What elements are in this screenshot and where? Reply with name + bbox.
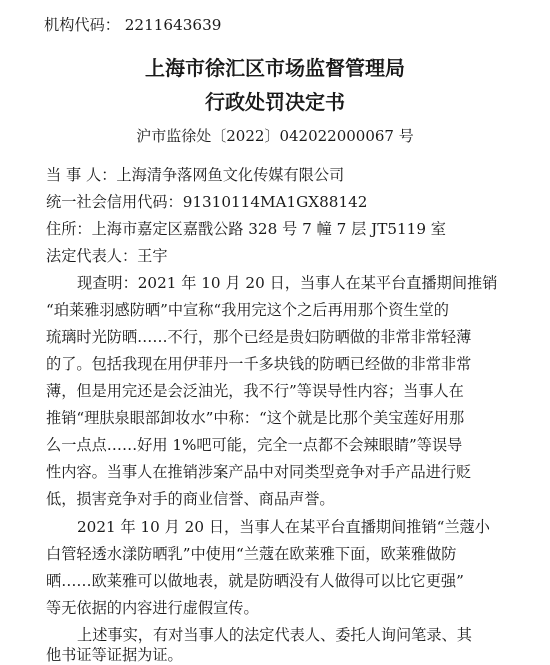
body-line: 性内容。当事人在推销涉案产品中对同类型竞争对手产品进行贬: [46, 463, 472, 481]
body-line: 么一点点……好用 1%吧可能，完全一点都不会辣眼睛”等误导: [46, 436, 463, 454]
body-line: 的了。包括我现在用伊菲丹一千多块钱的防晒已经做的非常非常: [46, 355, 472, 373]
body-line: 2021 年 10 月 20 日，当事人在某平台直播期间推销“兰蔻小: [77, 518, 490, 536]
body-line: 薄，但是用完还是会泛油光，我不行”等误导性内容；当事人在: [46, 382, 464, 400]
address: 住所：上海市嘉定区嘉戬公路 328 号 7 幢 7 层 JT5119 室: [46, 220, 446, 238]
document-type-title: 行政处罚决定书: [205, 90, 345, 114]
document-number: 沪市监徐处〔2022〕042022000067 号: [136, 127, 414, 145]
credit-code: 统一社会信用代码：91310114MA1GX88142: [46, 193, 368, 211]
org-code: 机构代码： 2211643639: [44, 16, 222, 34]
body-line: 推销“理肤泉眼部卸妆水”中称：“这个就是比那个美宝莲好用那: [46, 409, 465, 427]
body-line: 晒……欧莱雅可以做地表，就是防晒没有人做得可以比它更强”: [46, 572, 464, 590]
legal-representative: 法定代表人：王宇: [46, 247, 168, 265]
body-line: 上述事实，有对当事人的法定代表人、委托人询问笔录、其: [77, 626, 472, 644]
body-line: 琉璃时光防晒……不行，那个已经是贵妇防晒做的非常非常轻薄: [46, 328, 472, 346]
body-line: “珀莱雅羽感防晒”中宣称“我用完这个之后再用那个资生堂的: [46, 301, 449, 319]
body-line: 现查明：2021 年 10 月 20 日，当事人在某平台直播期间推销: [77, 274, 498, 292]
body-line: 等无依据的内容进行虚假宣传。: [46, 599, 259, 617]
agency-title: 上海市徐汇区市场监督管理局: [145, 56, 405, 80]
body-line: 他书证等证据为证。: [46, 646, 183, 664]
party-name: 当 事 人：上海清争落网鱼文化传媒有限公司: [46, 166, 345, 184]
body-line: 低，损害竞争对手的商业信誉、商品声誉。: [46, 490, 335, 508]
body-line: 白管轻透水漾防晒乳”中使用“兰蔻在欧莱雅下面，欧莱雅做防: [46, 545, 457, 563]
